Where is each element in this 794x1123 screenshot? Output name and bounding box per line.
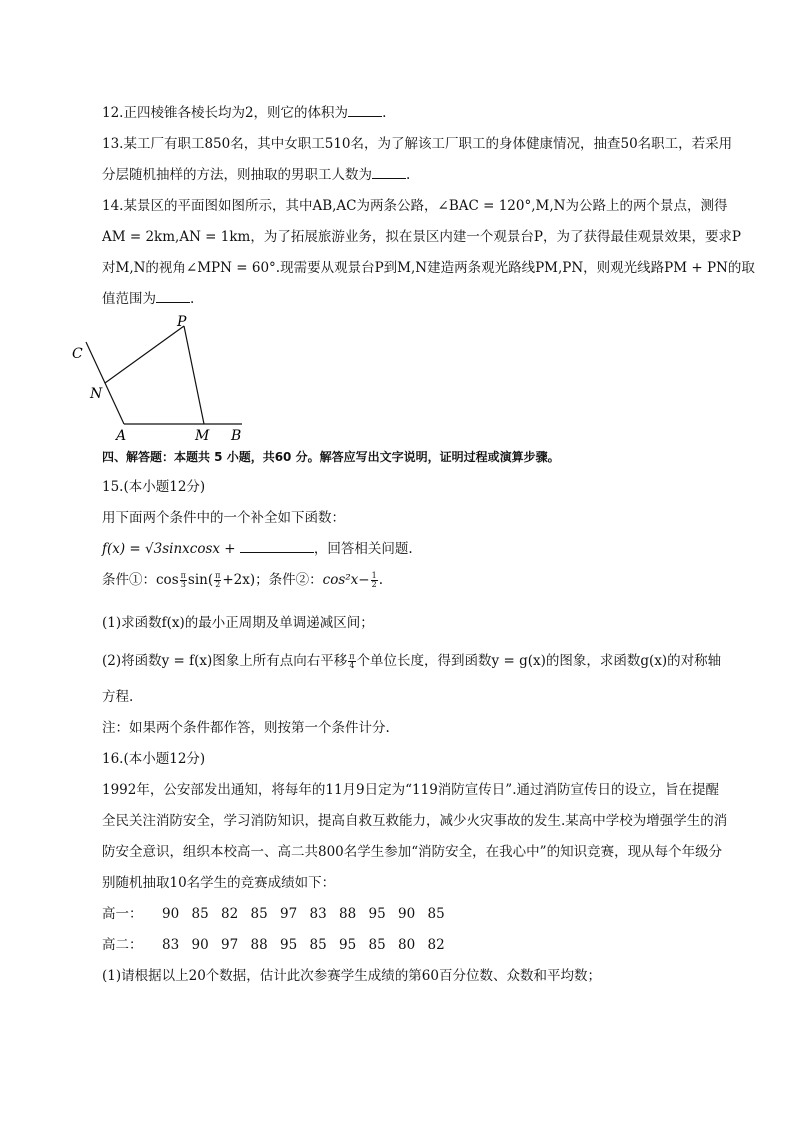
q15-part2-line2: 方程.	[102, 689, 134, 705]
cond2-end: .	[378, 572, 384, 588]
q13-end: .	[406, 167, 411, 183]
cond1-tail: +2x)；条件②：	[222, 572, 323, 588]
q15-part1: (1)求函数f(x)的最小正周期及单调递减区间；	[102, 615, 374, 631]
q16-line4: 别随机抽取10名学生的竞赛成绩如下：	[102, 875, 336, 891]
grade2-score: 82	[427, 937, 445, 953]
answer-blank[interactable]	[348, 104, 382, 117]
function-tail: ，回答相关问题.	[313, 541, 413, 557]
q15-note: 注：如果两个条件都作答，则按第一个条件计分.	[102, 720, 390, 736]
grade2-score: 95	[339, 937, 357, 953]
grade1-score: 83	[309, 906, 327, 922]
q14-end: .	[190, 291, 195, 307]
q14-text: 值范围为	[102, 291, 156, 307]
grade2-score: 85	[309, 937, 327, 953]
grade2-score: 97	[221, 937, 239, 953]
scenic-area-diagram	[66, 312, 256, 447]
label-b: B	[231, 428, 242, 444]
question-16-header: 16.(本小题12分)	[102, 751, 206, 767]
label-c: C	[72, 346, 83, 362]
cond1-cos: cos	[156, 572, 179, 588]
grade1-score: 90	[398, 906, 416, 922]
grade1-label: 高一：	[102, 906, 143, 922]
grade1-score: 85	[191, 906, 209, 922]
q13-text: 分层随机抽样的方法，则抽取的男职工人数为	[102, 167, 372, 183]
grade1-score: 95	[368, 906, 386, 922]
frac-den: 3	[180, 580, 186, 589]
q12-end: .	[382, 105, 387, 121]
question-13-line2	[102, 166, 410, 184]
frac-num: π	[215, 571, 221, 580]
grade2-score: 80	[398, 937, 416, 953]
grade1-score: 85	[250, 906, 268, 922]
q15-intro: 用下面两个条件中的一个补全如下函数：	[102, 510, 345, 526]
q16-line3: 防安全意识，组织本校高一、高二共800名学生参加“消防安全，在我心中”的知识竞赛，现从每个年级分	[102, 844, 723, 860]
question-12	[102, 104, 386, 122]
grade1-score: 97	[280, 906, 298, 922]
question-14-line2: AM = 2km,AN = 1km，为了拓展旅游业务，拟在景区内建一个观景台P，为了获得最佳观景效果，要求P	[102, 229, 742, 245]
question-15-header: 15.(本小题12分)	[102, 479, 206, 495]
path-pm	[184, 326, 204, 424]
grade2-score: 83	[162, 937, 180, 953]
grade2-score: 95	[280, 937, 298, 953]
cond2-expr: cos²x−	[322, 572, 370, 588]
q12-text: 12.正四棱锥各棱长均为2，则它的体积为	[102, 105, 349, 121]
section-4-heading: 四、解答题：本题共 5 小题，共60 分。解答应写出文字说明，证明过程或演算步骤。	[102, 450, 560, 464]
part2-text-a: (2)将函数y = f(x)图象上所有点向右平移	[102, 653, 348, 669]
grade2-score: 88	[250, 937, 268, 953]
function-expression: f(x) = √3sinxcosx +	[102, 541, 236, 557]
answer-blank[interactable]	[156, 290, 190, 303]
frac-den: 2	[215, 580, 221, 589]
question-14-line3: 对M,N的视角∠MPN = 60°.现需要从观景台P到M,N建造两条观光路线PM,PN，则观光线路PM + PN的取	[102, 260, 755, 276]
q16-line1: 1992年，公安部发出通知，将每年的11月9日定为“119消防宣传日”.通过消防宣传日的设立，旨在提醒	[102, 782, 719, 798]
frac-num: π	[180, 571, 186, 580]
label-a: A	[116, 428, 127, 444]
q16-line2: 全民关注消防安全，学习消防知识，提高自救互救能力，减少火灾事故的发生.某高中学校为增强学生的消	[102, 813, 728, 829]
path-pn	[105, 326, 184, 383]
frac-den: 4	[349, 661, 355, 670]
condition-1-label: 条件①：	[102, 572, 156, 588]
frac-num: 1	[371, 571, 377, 580]
part2-text-b: 个单位长度，得到函数y = g(x)的图象，求函数g(x)的对称轴	[356, 653, 722, 669]
grade2-score: 90	[191, 937, 209, 953]
label-p: P	[177, 314, 187, 330]
label-m: M	[195, 428, 210, 444]
question-13-line1: 13.某工厂有职工850名，其中女职工510名，为了解该工厂职工的身体健康情况，抽查50名职工，若采用	[102, 136, 733, 152]
grade1-score: 85	[427, 906, 445, 922]
page-content	[102, 0, 755, 1123]
frac-num: π	[349, 652, 355, 661]
question-14-line4	[102, 290, 194, 308]
frac-den: 2	[371, 580, 377, 589]
grade1-score: 88	[339, 906, 357, 922]
cond1-sin: sin(	[187, 572, 214, 588]
grade2-label: 高二：	[102, 937, 143, 953]
label-n: N	[90, 386, 103, 402]
answer-blank[interactable]	[372, 166, 406, 179]
question-14-line1: 14.某景区的平面图如图所示，其中AB,AC为两条公路，∠BAC = 120°,M,N为公路上的两个景点，测得	[102, 198, 728, 214]
grade1-score: 82	[221, 906, 239, 922]
grade2-score: 85	[368, 937, 386, 953]
grade1-score: 90	[162, 906, 180, 922]
q16-part1: (1)请根据以上20个数据，估计此次参赛学生成绩的第60百分位数、众数和平均数；	[102, 968, 601, 984]
